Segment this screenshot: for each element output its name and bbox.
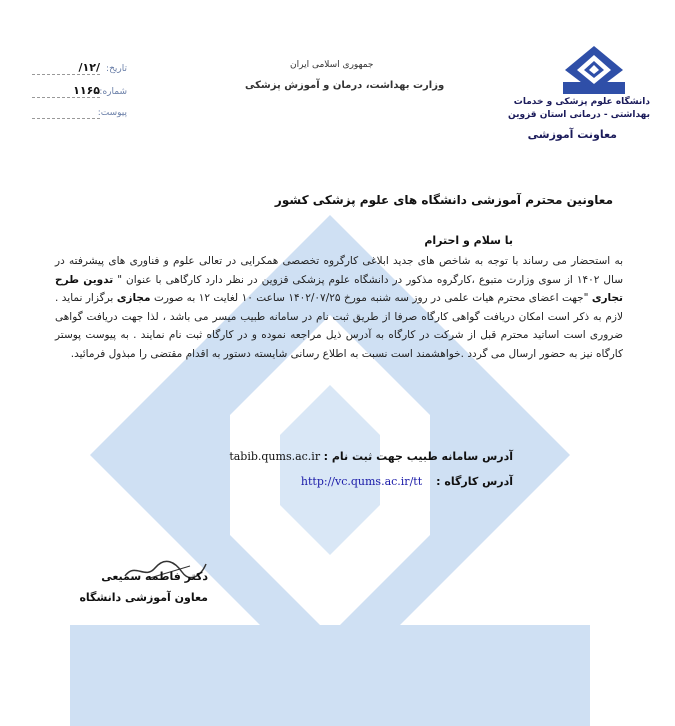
body-text: برگزار نماید . لازم به ذکر است امکان دریافت گواهی کارگاه صرفا از طریق ثبت نام در سامانه طبیب میسر می باشد ، لذا جهت دریافت گواهی ضروری است اساتید محترم قبل از شرکت در کارگاه به آدرس ذیل مراجعه نموده و در کارگاه ثبت نام نمایند . به پیوست پوستر کارگاه نیز به حضور ارسال می گردد .خواهشمند است نسبت به اطلاع رسانی شایسته دستور به اقدام مقتضی را مبذول فرمائید. <box>55 292 623 360</box>
signature-block <box>79 566 208 608</box>
signatory-name: دکتر فاطمه سمیعی <box>101 570 208 583</box>
date-value: /۱۲/ <box>32 61 100 75</box>
registration-label: آدرس سامانه طبیب جهت ثبت نام : <box>323 450 513 463</box>
signatory-title: معاون آموزشی دانشگاه <box>79 591 208 604</box>
university-name-line: بهداشتی - درمانی استان قزوین <box>508 110 650 120</box>
body-text: "جهت اعضای محترم هیات علمی در روز سه شنبه مورخ ۱۴۰۲/۰۷/۲۵ ساعت ۱۰ لغایت ۱۲ به صورت <box>150 292 589 305</box>
greeting: با سلام و احترام <box>424 234 513 247</box>
university-name-line: دانشگاه علوم پزشکی و خدمات <box>513 97 650 107</box>
date-field <box>32 61 127 80</box>
number-label: شماره: <box>99 87 127 97</box>
workshop-title: تدوین طرح تجاری <box>55 273 623 305</box>
university-logo-icon <box>563 46 625 94</box>
number-field <box>32 84 127 103</box>
registration-url[interactable]: tabib.qums.ac.ir <box>229 450 321 463</box>
date-label: تاریخ: <box>106 64 127 74</box>
recipient-line: معاونین محترم آموزشی دانشگاه های علوم پزشکی کشور <box>274 193 613 207</box>
department-name: معاونت آموزشی <box>527 128 617 141</box>
republic-text: جمهوری اسلامی ایران <box>290 60 374 70</box>
workshop-mode: مجازی <box>116 292 151 305</box>
attachment-value <box>32 105 100 119</box>
workshop-address <box>301 475 513 488</box>
workshop-link[interactable]: http://vc.qums.ac.ir/tt <box>300 475 423 488</box>
body-text: به استحضار می رساند با توجه به شاخص های جدید ابلاغی کارگروه تخصصی همکرایی در تعالی علوم و فناوری های پیشرفته در سال ۱۴۰۲ از سوی وزارت متبوع ،کارگروه مذکور در دانشگاه علوم پزشکی قزوین در نظر دارد کارگاهی با عنوان " <box>55 255 623 286</box>
workshop-address-label: آدرس کارگاه : <box>436 475 513 488</box>
attachment-label: پیوست: <box>97 108 127 118</box>
number-value: ۱۱۶۵ <box>32 84 100 98</box>
attachment-field <box>32 108 127 124</box>
registration-address <box>229 450 513 463</box>
university-name <box>490 96 650 122</box>
letter-body <box>55 252 623 364</box>
ministry-text: وزارت بهداشت، درمان و آموزش پزشکی <box>245 80 445 91</box>
